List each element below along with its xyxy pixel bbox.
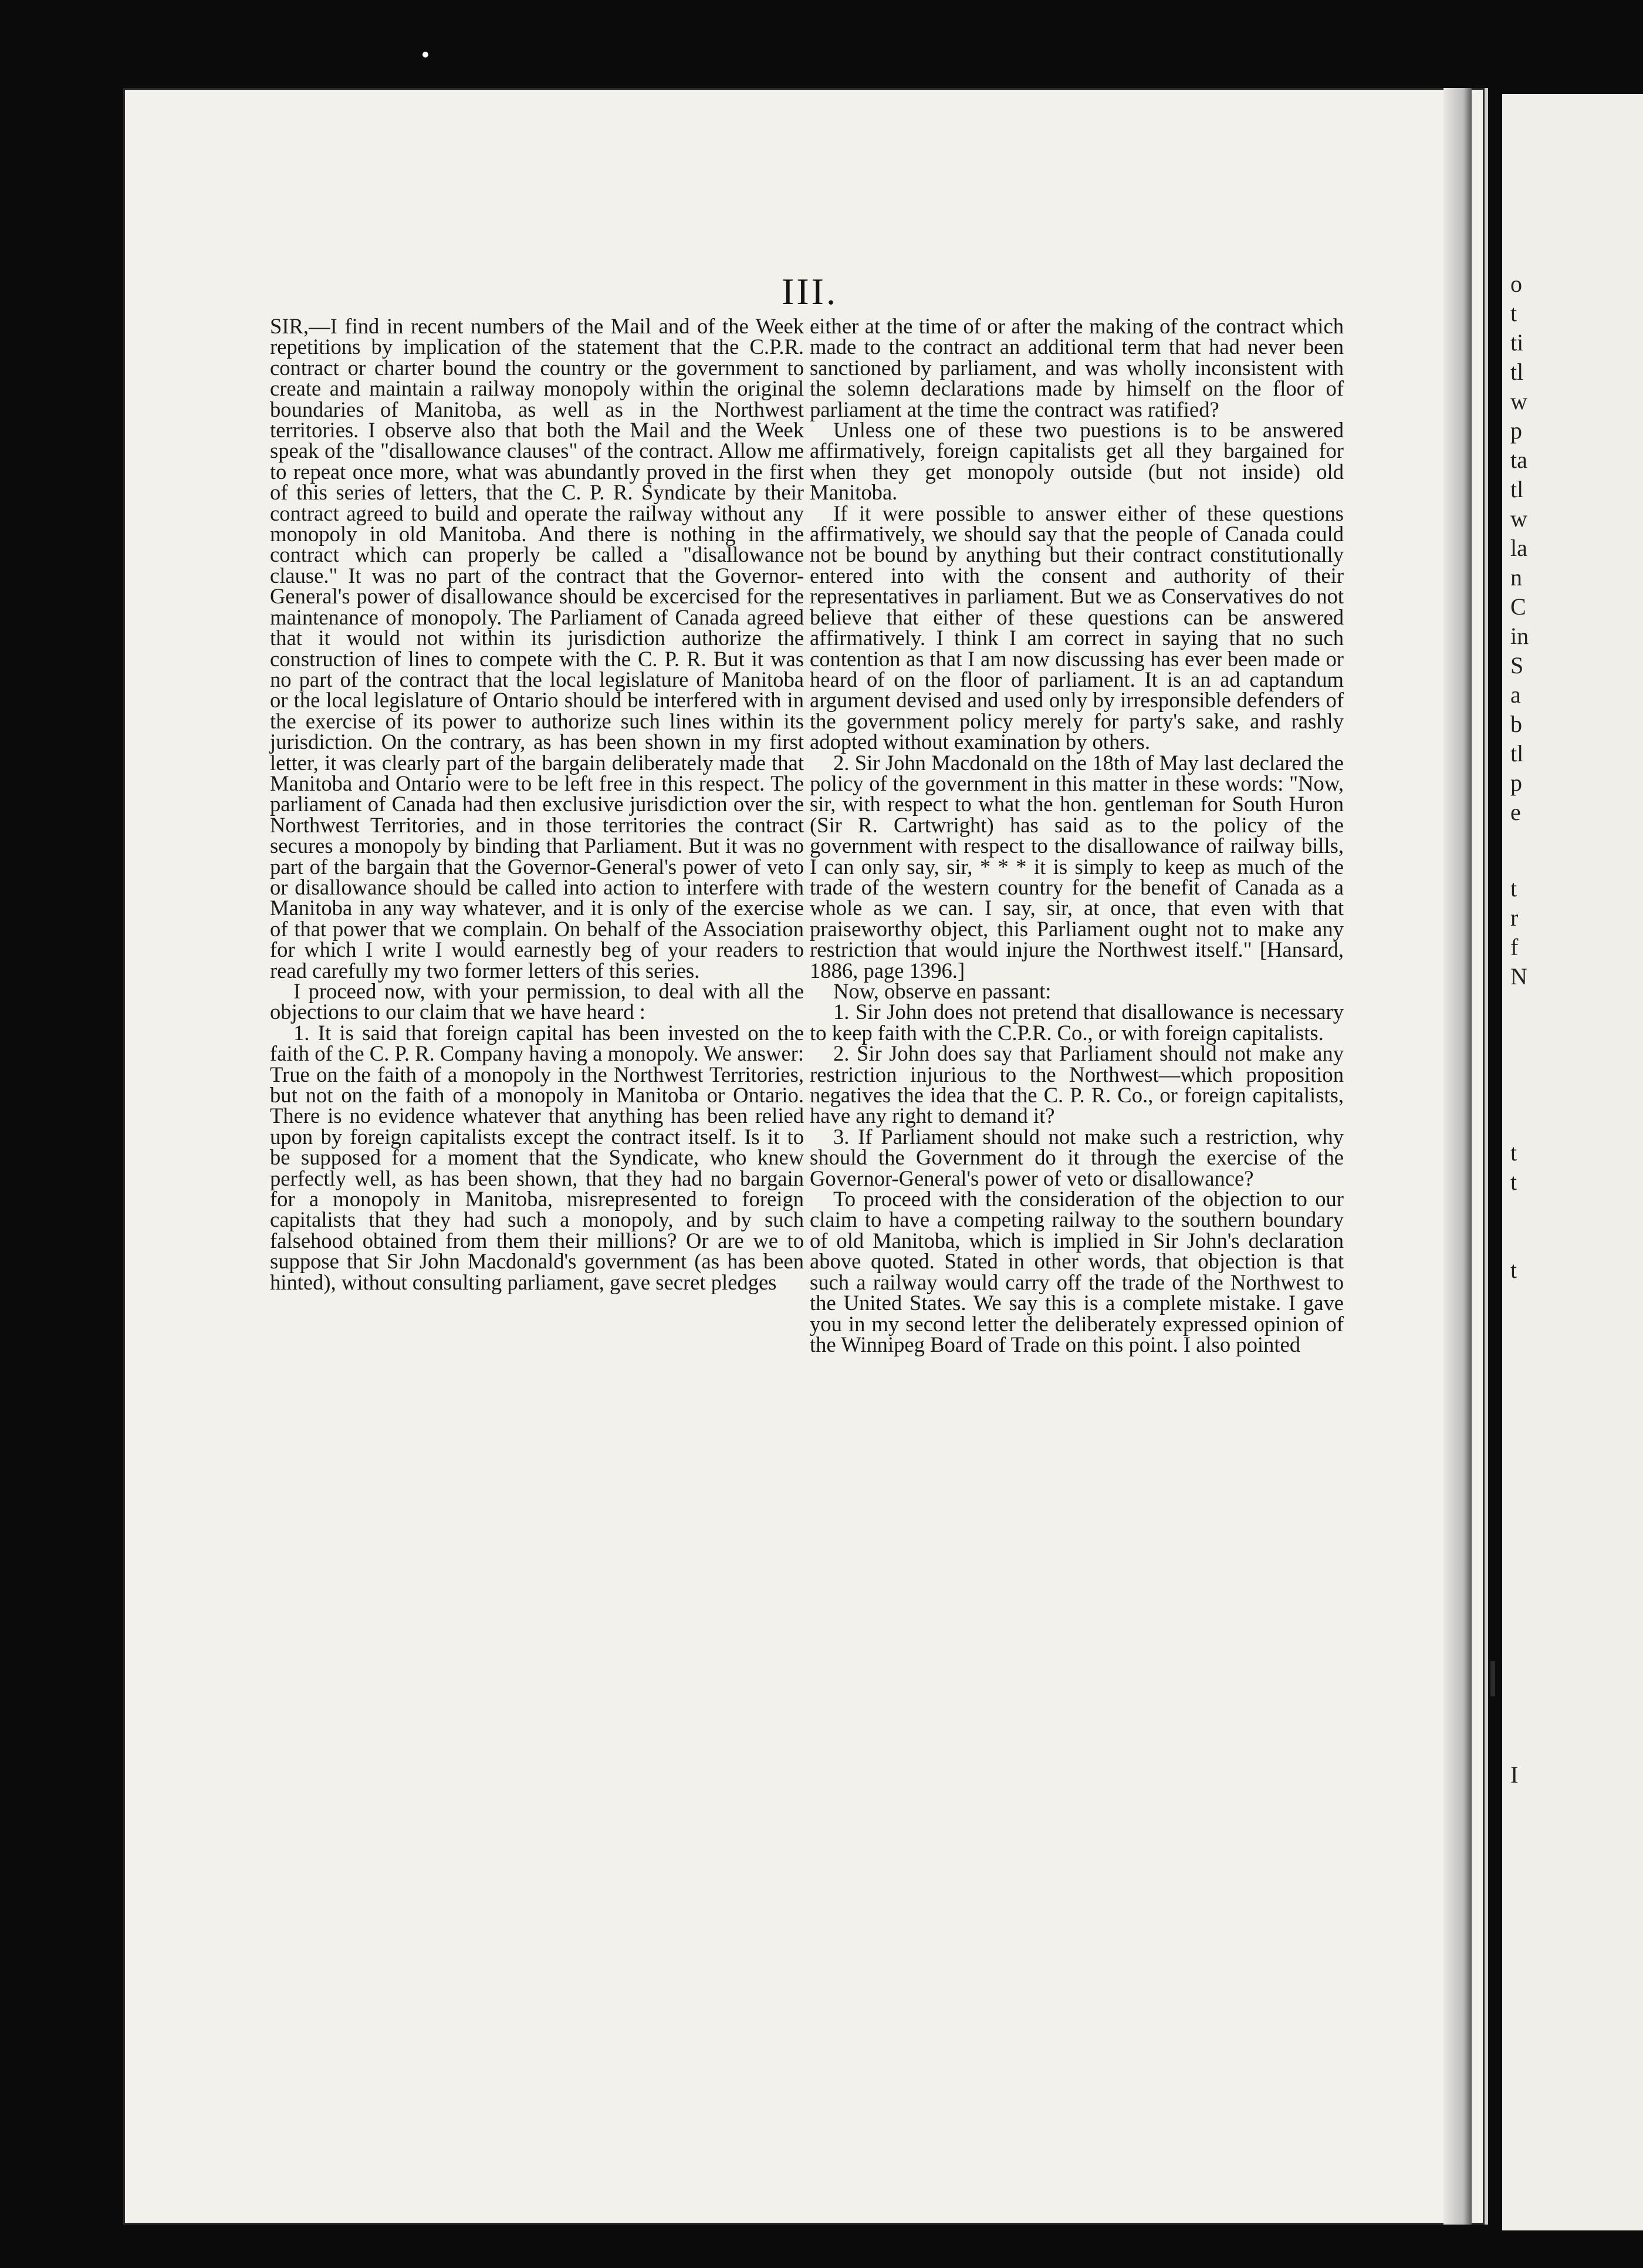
paragraph: SIR,—I find in recent numbers of the Mail and of the Week repetitions by implication of the statement that the C.P.R. contract or charter bound the country or the government to create and maintain a railway monopoly within the original boundaries of Manitoba, as well as in the Northwest territories. I observe also that both the Mail and the Week speak of the "disallowance clauses" of the contract. Allow me to repeat once more, what was abundantly proved in the first of this series of letters, that the C. P. R. Syndicate by their contract agreed to build and operate the railway without any monopoly in old Manitoba. And there is nothing in the contract which can properly be called a "disallowance clause." It was no part of the contract that the Governor-General's power of disallowance should be excercised for the maintenance of monopoly. The Parliament of Canada agreed that it would not within its jurisdiction authorize the construction of lines to compete with the C. P. R. But it was no part of the contract that the local legislature of Manitoba or the local legislature of Ontario should be interfered with in the exercise of its power to authorize such lines within its jurisdiction. On the contrary, as has been shown in my first letter, it was clearly part of the bargain deliberately made that Manitoba and Ontario were to be left free in this respect. The parliament of Canada had then exclusive jurisdiction over the Northwest Territories, and in those territories the contract secures a monopoly by binding that Parliament. But it was no part of the bargain that the Governor-General's power of veto or disallowance should be called into action to interfere with Manitoba in any way whatever, and it is only of the exercise of that power that we complain. On behalf of the Association for which I write I would earnestly beg of your readers to read carefully my two former letters of this series.: [270, 314, 804, 983]
next-page-fragment: a: [1510, 681, 1521, 708]
next-page-fragment: p: [1510, 417, 1522, 444]
next-page-fragment: e: [1510, 799, 1521, 825]
next-page-fragment: n: [1510, 564, 1522, 590]
next-page-fragment: tl: [1510, 359, 1524, 385]
left-text-column: [270, 316, 804, 2229]
right-text-column: [810, 316, 1344, 2229]
next-page-fragment: I: [1510, 1761, 1519, 1788]
next-page-fragment: ti: [1510, 329, 1524, 356]
next-page-fragment: in: [1510, 623, 1529, 649]
paragraph: 1. It is said that foreign capital has been invested on the faith of the C. P. R. Company having a monopoly. We answer: True on the faith of a monopoly in the Northwest Territories, but not on the faith of a monopoly in Manitoba or Ontario. There is no evidence whatever that anything has been relied upon by foreign capitalists except the contract itself. Is it to be supposed for a moment that the Syndicate, who knew perfectly well, as has been shown, that they had no bargain for a monopoly in Manitoba, misrepresented to foreign capitalists that they had such a monopoly, and by such falsehood obtained from them their millions? Or are we to suppose that Sir John Macdonald's government (as has been hinted), without consulting parliament, gave secret pledges: [270, 1020, 804, 1294]
paragraph: 3. If Parliament should not make such a restriction, why should the Government do it through the exercise of the Governor-General's power of veto or disallowance?: [810, 1124, 1344, 1190]
paragraph: I proceed now, with your permission, to deal with all the objections to our claim that we have heard :: [270, 979, 804, 1024]
next-page-fragment: S: [1510, 652, 1524, 679]
next-page-fragment: b: [1510, 711, 1522, 737]
next-page-fragment: t: [1510, 300, 1517, 326]
next-page-fragment: N: [1510, 963, 1527, 990]
next-page-fragment: tl: [1510, 476, 1524, 502]
next-page-fragment: w: [1510, 388, 1527, 414]
next-page-fragment: t: [1510, 1139, 1517, 1166]
next-page-fragment: ta: [1510, 447, 1527, 473]
paragraph: Now, observe en passant:: [833, 979, 1052, 1003]
paragraph: 1. Sir John does not pretend that disallowance is necessary to keep faith with the C.P.R. Co., or with foreign capitalists.: [810, 1000, 1344, 1045]
next-page-fragment: C: [1510, 593, 1526, 620]
letter-number-heading: III.: [782, 271, 838, 312]
paragraph: Unless one of these two puestions is to be answered affirmatively, foreign capitalists get all they bargained for when they get monopoly outside (but not inside) old Manitoba.: [810, 418, 1344, 505]
paragraph: To proceed with the consideration of the objection to our claim to have a competing railway to the southern boundary of old Manitoba, which is implied in Sir John's declaration above quoted. Stated in other words, that objection is that such a railway would carry off the trade of the Northwest to the United States. We say this is a complete mistake. I gave you in my second letter the deliberately expressed opinion of the Winnipeg Board of Trade on this point. I also pointed: [810, 1187, 1344, 1356]
page-edge-shadow: [1443, 88, 1472, 2225]
next-page-fragment: tl: [1510, 740, 1524, 767]
next-page-fragment: r: [1510, 905, 1519, 931]
next-page-fragment: t: [1510, 1169, 1517, 1195]
next-page-fragment: o: [1510, 271, 1522, 297]
next-page-fragment: t: [1510, 1257, 1517, 1283]
next-page-fragment: la: [1510, 535, 1527, 561]
next-page-fragment: w: [1510, 505, 1527, 532]
adjacent-page-fragment: [1502, 94, 1643, 2230]
paragraph: 2. Sir John Macdonald on the 18th of May last declared the policy of the government in this matter in these words: "Now, sir, with respect to what the hon. gentleman for South Huron (Sir R. Cartwright) has said as to the policy of the government with respect to the disallowance of railway bills, I can only say, sir, * * * it is simply to keep as much of the trade of the western country for the benefit of Canada as a whole as we can. I say, sir, at once, that even with that praiseworthy object, this Parliament ought not to make any restriction that would injure the Northwest itself." [Hansard, 1886, page 1396.]: [810, 750, 1344, 983]
next-page-fragment: p: [1510, 770, 1522, 796]
next-page-fragment: f: [1510, 934, 1519, 960]
next-page-fragment: t: [1510, 875, 1517, 902]
paragraph: 2. Sir John does say that Parliament should not make any restriction injurious to the Northwest—which proposition negatives the idea that the C. P. R. Co., or foreign capitalists, have any right to demand it?: [810, 1041, 1344, 1128]
paragraph: If it were possible to answer either of these questions affirmatively, we should say that the people of Canada could not be bound by anything but their contract constitutionally entered into with the consent and authority of their representatives in parliament. But we as Conservatives do not believe that either of these questions can be answered affirmatively. I think I am correct in saying that no such contention as that I am now discussing has ever been made or heard of on the floor of parliament. It is an ad captandum argument devised and used only by irresponsible defenders of the government policy merely for party's sake, and rashly adopted without examination by others.: [810, 501, 1344, 754]
paragraph: either at the time of or after the making of the contract which made to the contract an additional term that had never been sanctioned by parliament, and was wholly inconsistent with the solemn declarations made by himself on the floor of parliament at the time the contract was ratified?: [810, 314, 1344, 421]
gutter-mark: [1490, 1661, 1495, 1696]
scan-speck: [422, 52, 428, 58]
